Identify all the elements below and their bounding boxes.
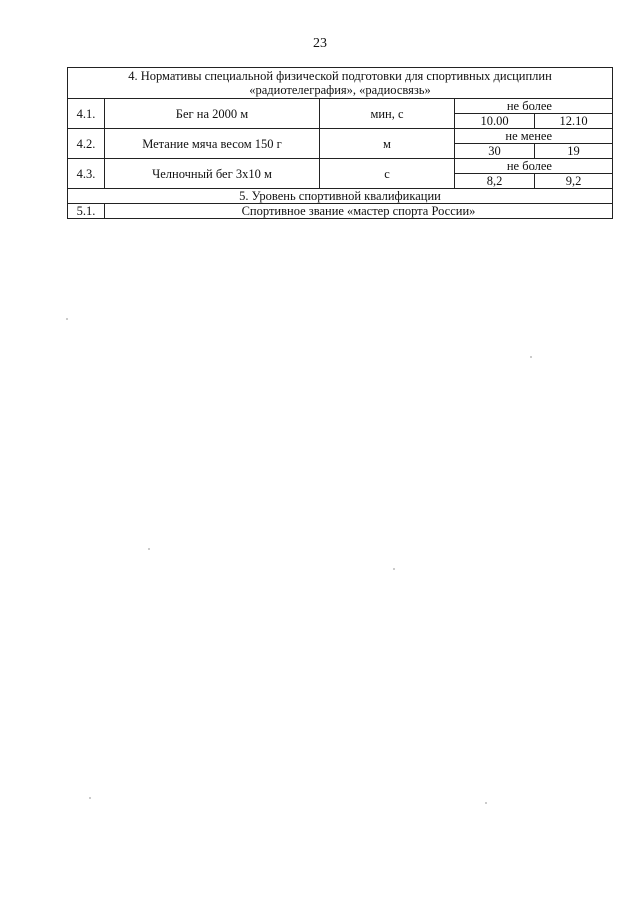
value-1: 10.00 <box>455 114 535 129</box>
scan-speck <box>66 318 68 320</box>
value-1: 8,2 <box>455 174 535 189</box>
section4-title-line2: «радиотелеграфия», «радиосвязь» <box>249 83 431 97</box>
exercise-name: Челночный бег 3x10 м <box>105 159 320 189</box>
scan-speck <box>485 802 487 804</box>
condition: не более <box>455 159 613 174</box>
condition: не более <box>455 99 613 114</box>
scan-speck <box>89 797 91 799</box>
value-2: 19 <box>535 144 613 159</box>
value-2: 12.10 <box>535 114 613 129</box>
row-number: 4.3. <box>68 159 105 189</box>
scan-speck <box>148 548 150 550</box>
value-2: 9,2 <box>535 174 613 189</box>
exercise-name: Метание мяча весом 150 г <box>105 129 320 159</box>
scan-speck <box>393 568 395 570</box>
section4-title-line1: 4. Нормативы специальной физической подготовки для спортивных дисциплин <box>128 69 552 83</box>
table-row <box>68 204 613 219</box>
row-number: 4.2. <box>68 129 105 159</box>
unit: мин, с <box>320 99 455 129</box>
qualification-text: Спортивное звание «мастер спорта России» <box>105 204 613 219</box>
row-number: 4.1. <box>68 99 105 129</box>
section4-header-row <box>68 68 613 99</box>
norms-table <box>67 67 613 219</box>
page-number: 23 <box>313 36 327 51</box>
section5-header-row <box>68 189 613 204</box>
table-row <box>68 129 613 144</box>
table-row <box>68 99 613 114</box>
unit: с <box>320 159 455 189</box>
exercise-name: Бег на 2000 м <box>105 99 320 129</box>
row-number: 5.1. <box>68 204 105 219</box>
section4-title <box>68 68 613 99</box>
value-1: 30 <box>455 144 535 159</box>
section5-title: 5. Уровень спортивной квалификации <box>68 189 613 204</box>
table-row <box>68 159 613 174</box>
unit: м <box>320 129 455 159</box>
scan-speck <box>530 356 532 358</box>
condition: не менее <box>455 129 613 144</box>
